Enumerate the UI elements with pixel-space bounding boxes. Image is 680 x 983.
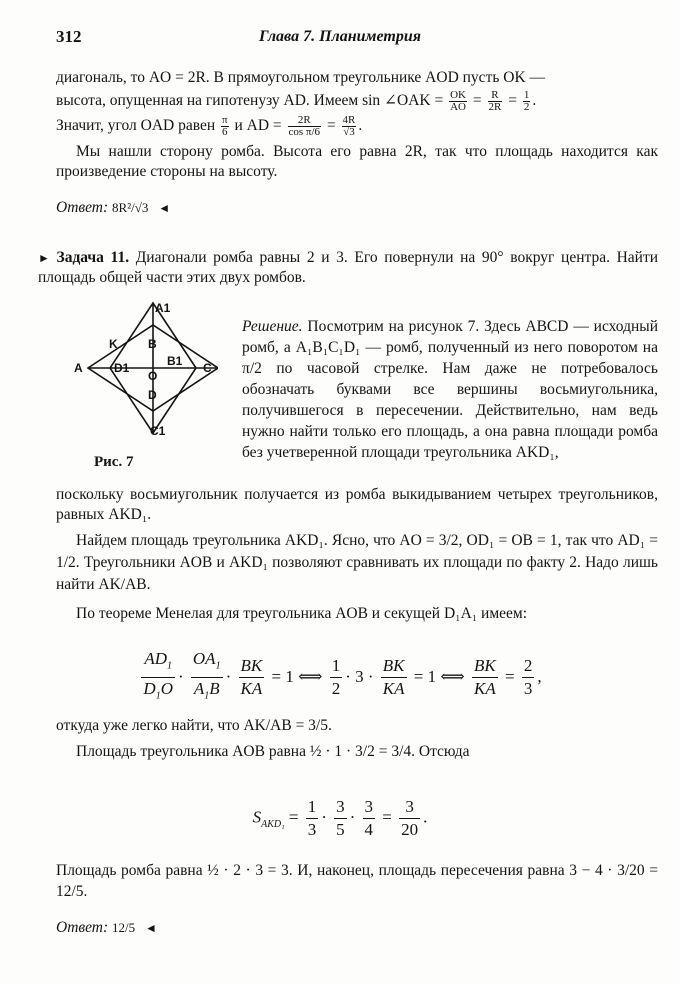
solution-label: Решение. xyxy=(242,318,303,335)
paragraph-4: По теореме Менелая для треугольника AOB и секущей D₁A₁ имеем: xyxy=(76,605,528,622)
p1-line2: высота, опущенная на гипотенузу AD. Имеем sin ∠OAK = $\frac{OK}{AO}$ = $\frac{R}{2R}$ = $\frac{1}{2}$ . xyxy=(56,89,537,113)
label-d: D xyxy=(148,388,157,402)
label-b: B xyxy=(148,337,157,351)
equation-area: $S_{AKD_1}$ = $\frac{1}{3}$ · $\frac{3}{5}$ · $\frac{3}{4}$ = $\frac{3}{20}$ . xyxy=(252,797,428,839)
label-k: K xyxy=(109,337,118,351)
paragraph-3: Найдем площадь треугольника AKD₁. Ясно, что AO = 3/2, OD₁ = OB = 1, так что AD₁ = 1/2. Треугольники AOB и AKD₁ позволяют сравнивать их площади по факту 2. Надо лишь найти AK/AB. xyxy=(56,532,658,593)
paragraph-7: Площадь ромба равна ½ · 2 · 3 = 3. И, наконец, площадь пересечения равна 3 − 4 · 3/20 = 12/5. xyxy=(56,862,658,900)
end-marker: ◄ xyxy=(158,201,171,215)
problem-label: Задача 11. xyxy=(56,249,130,266)
label-b1: B1 xyxy=(167,354,183,368)
label-o: O xyxy=(148,369,158,383)
paragraph-1 xyxy=(56,68,658,138)
p1-line1: диагональ, то AO = 2R. В прямоугольном треугольнике AOD пусть OK — xyxy=(56,69,546,86)
equation-menelaus: $\frac{AD_1}{D_1O}$ · $\frac{OA_1}{A_1B}$ · $\frac{BK}{KA}$ = 1 ⟺ $\frac{1}{2}$ · 3 · $\frac{BK}{KA}$ = 1 ⟺ $\frac{BK}{KA}$ = $\frac{2}{3}$ , xyxy=(143,649,542,702)
paragraph-2: Мы нашли сторону ромба. Высота его равна 2R, так что площадь находится как произведение стороны на высоту. xyxy=(56,143,658,180)
solution-continued: поскольку восьмиугольник получается из ромба выкидыванием четырех треугольников, равных AKD₁. xyxy=(56,486,658,523)
end-marker: ◄ xyxy=(145,921,157,935)
answer-1 xyxy=(56,198,170,218)
answer-2 xyxy=(56,918,157,938)
paragraph-6: Площадь треугольника AOB равна ½ · 1 · 3/2 = 3/4. Отсюда xyxy=(76,743,470,760)
problem-text: Диагонали ромба равны 2 и 3. Его повернули на 90° вокруг центра. Найти площадь общей части этих двух ромбов. xyxy=(38,249,659,286)
label-a1: A1 xyxy=(155,301,171,315)
solution-text: Посмотрим на рисунок 7. Здесь ABCD — исходный ромб, а A₁B₁C₁D₁ — ромб, полученный из него поворотом на π/2 по часовой стрелке. Нам даже не потребовалось обозначать буквами все вершины восьмиугольника, получившегося в пересечении. Действительно, нам ведь нужно найти только его площадь, а она равна площади ромба без учетверенной площади треугольника AKD₁, xyxy=(242,318,659,461)
paragraph-5: откуда уже легко найти, что AK/AB = 3/5. xyxy=(56,717,332,734)
problem-marker: ► xyxy=(38,251,50,265)
label-c1: C1 xyxy=(150,424,166,438)
answer-label: Ответ: xyxy=(56,199,109,216)
answer-label: Ответ: xyxy=(56,919,109,936)
p1-line3: Значит, угол OAD равен $\frac{\pi}{6}$ и AD = $\frac{2R}{\text{cos π/6}}$ = $\frac{4R}{√3}$ . xyxy=(56,114,363,138)
problem-11 xyxy=(38,248,658,288)
label-c: C xyxy=(203,361,212,375)
answer-value: 12/5 xyxy=(112,920,136,935)
answer-value: 8R²/√3 xyxy=(112,200,149,215)
page-number: 312 xyxy=(56,27,82,46)
solution xyxy=(242,316,658,463)
label-d1: D1 xyxy=(114,361,130,375)
chapter-title: Глава 7. Планиметрия xyxy=(259,28,421,45)
label-a: A xyxy=(74,361,83,375)
figure-caption: Рис. 7 xyxy=(94,454,134,470)
figure-7 xyxy=(68,298,218,438)
